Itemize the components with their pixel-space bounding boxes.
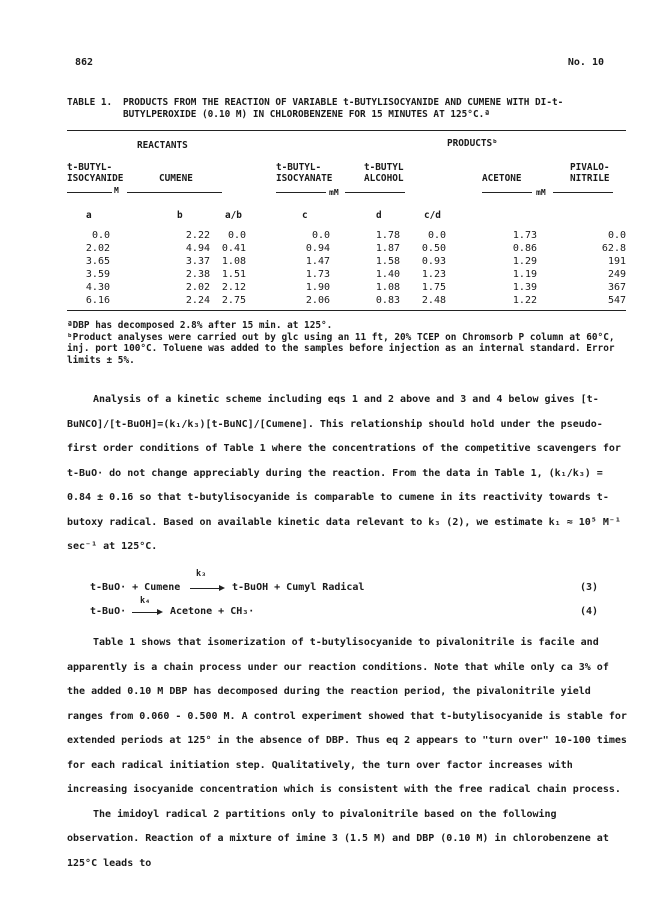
col-letter: b xyxy=(177,210,183,221)
table-cell: 2.24 xyxy=(185,295,210,306)
col-header-acetone: ACETONE xyxy=(482,173,522,184)
table-cell: 1.75 xyxy=(421,282,446,293)
table-cell: 0.86 xyxy=(512,243,537,254)
eq3-arrow xyxy=(190,588,222,589)
products-group-label: PRODUCTSᵇ xyxy=(447,138,498,149)
eq4-number: (4) xyxy=(580,606,599,617)
eq4-arrowhead xyxy=(157,609,163,615)
table-cell: 62.8 xyxy=(601,243,626,254)
table-cell: 3.37 xyxy=(185,256,210,267)
table-label: TABLE 1. xyxy=(67,97,113,108)
table-cell: 1.47 xyxy=(305,256,330,267)
reactants-group-label: REACTANTS xyxy=(137,140,188,151)
unit-line xyxy=(276,192,326,193)
table-cell: 6.16 xyxy=(85,295,110,306)
table-cell: 1.87 xyxy=(375,243,400,254)
eq4-arrow xyxy=(132,612,160,613)
col-letter: c xyxy=(302,210,308,221)
table-cell: 1.08 xyxy=(375,282,400,293)
table-cell: 0.41 xyxy=(221,243,246,254)
eq3-number: (3) xyxy=(580,582,599,593)
table-cell: 367 xyxy=(607,282,626,293)
col-letter: a xyxy=(86,210,92,221)
table-cell: 1.08 xyxy=(221,256,246,267)
unit-line xyxy=(553,192,613,193)
unit-line xyxy=(482,192,532,193)
table-cell: 1.73 xyxy=(512,230,537,241)
table-cell: 1.23 xyxy=(421,269,446,280)
table-cell: 0.0 xyxy=(227,230,246,241)
table-cell: 1.78 xyxy=(375,230,400,241)
table-cell: 1.73 xyxy=(305,269,330,280)
table-title-line-1: PRODUCTS FROM THE REACTION OF VARIABLE t-BUTYLISOCYANIDE AND CUMENE WITH DI-t- xyxy=(123,97,564,108)
table-cell: 0.0 xyxy=(607,230,626,241)
paragraph-2: Table 1 shows that isomerization of t-butylisocyanide to pivalonitrile is facile and apparently is a chain process under our reaction conditions. Note that while only ca 3% of the added 0.10 M DBP has decomposed during the reaction period, the pivalonitrile yield ranges from 0.060 - 0.500 M. A control experiment showed that t-butylisocyanide is stable for extended periods at 125° in the absence of DBP. Thus eq 2 appears to "turn over" 10-100 times for each radical initiation step. Qualitatively, the turn over factor increases with increasing isocyanide concentration which is consistent with the free radical chain process. xyxy=(67,637,627,795)
paragraph-1: Analysis of a kinetic scheme including eqs 1 and 2 above and 3 and 4 below gives [t-BuNCO]/[t-BuOH]=(k₁/k₃)[t-BuNC]/[Cumene]. This relationship should hold under the pseudo-first order conditions of Table 1 where the concentrations of the competitive scavengers for t-BuO· do not change appreciably during the reaction. From the data in Table 1, (k₁/k₃) = 0.84 ± 0.16 so that t-butylisocyanide is comparable to cumene in its reactivity towards t-butoxy radical. Based on available kinetic data relevant to k₃ (2), we estimate k₁ ≈ 10⁵ M⁻¹ sec⁻¹ at 125°C. xyxy=(67,394,621,552)
unit-line xyxy=(345,192,405,193)
table-cell: 0.0 xyxy=(311,230,330,241)
eq4-left: t-BuO· xyxy=(90,606,127,617)
table-cell: 2.48 xyxy=(421,295,446,306)
table-cell: 1.51 xyxy=(221,269,246,280)
col-header-isocyanide: t-BUTYL- ISOCYANIDE xyxy=(67,162,124,184)
eq3-arrowhead xyxy=(219,585,225,591)
unit-label: mM xyxy=(536,188,546,197)
col-letter: c/d xyxy=(424,210,441,221)
unit-line xyxy=(127,192,222,193)
table-cell: 0.94 xyxy=(305,243,330,254)
unit-label: mM xyxy=(329,188,339,197)
page-number: 862 xyxy=(75,57,94,68)
table-cell: 547 xyxy=(607,295,626,306)
body-text-2 xyxy=(67,631,627,876)
table-cell: 1.39 xyxy=(512,282,537,293)
col-header-cumene: CUMENE xyxy=(159,173,193,184)
col-header-nitrile: PIVALO- NITRILE xyxy=(570,162,610,184)
table-cell: 0.83 xyxy=(375,295,400,306)
issue-number: No. 10 xyxy=(567,57,604,68)
table-cell: 1.22 xyxy=(512,295,537,306)
table-cell: 2.75 xyxy=(221,295,246,306)
table-top-rule xyxy=(67,130,626,131)
table-cell: 2.02 xyxy=(85,243,110,254)
table-cell: 2.22 xyxy=(185,230,210,241)
eq4-right: Acetone + CH₃· xyxy=(170,606,255,617)
table-cell: 2.38 xyxy=(185,269,210,280)
eq3-rate-constant: k₃ xyxy=(196,569,207,579)
table-cell: 1.19 xyxy=(512,269,537,280)
paragraph-3: The imidoyl radical 2 partitions only to pivalonitrile based on the following observation. Reaction of a mixture of imine 3 (1.5 M) and DBP (0.10 M) in chlorobenzene at 125°C leads to xyxy=(67,808,609,869)
eq3-left: t-BuO· + Cumene xyxy=(90,582,181,593)
table-cell: 249 xyxy=(607,269,626,280)
unit-line xyxy=(67,192,112,193)
eq4-rate-constant: k₄ xyxy=(140,596,151,606)
table-cell: 1.40 xyxy=(375,269,400,280)
table-cell: 2.06 xyxy=(305,295,330,306)
table-cell: 0.0 xyxy=(427,230,446,241)
col-header-alcohol: t-BUTYL ALCOHOL xyxy=(364,162,404,184)
eq3-right: t-BuOH + Cumyl Radical xyxy=(232,582,365,593)
body-text xyxy=(67,388,627,560)
table-cell: 191 xyxy=(607,256,626,267)
col-letter: d xyxy=(376,210,382,221)
footnote-a: ªDBP has decomposed 2.8% after 15 min. at 125°. xyxy=(67,320,333,331)
col-header-isocyanate: t-BUTYL- ISOCYANATE xyxy=(276,162,333,184)
table-cell: 4.94 xyxy=(185,243,210,254)
table-cell: 1.58 xyxy=(375,256,400,267)
unit-label: M xyxy=(114,186,119,195)
table-cell: 3.59 xyxy=(85,269,110,280)
table-cell: 0.50 xyxy=(421,243,446,254)
col-letter: a/b xyxy=(225,210,242,221)
table-footnotes xyxy=(67,320,627,366)
table-cell: 2.02 xyxy=(185,282,210,293)
table-cell: 0.93 xyxy=(421,256,446,267)
table-cell: 1.29 xyxy=(512,256,537,267)
footnote-b: ᵇProduct analyses were carried out by glc using an 11 ft, 20% TCEP on Chromsorb P column at 60°C, inj. port 100°C. Toluene was added to the samples before injection as an internal standard. Error limits ± 5%. xyxy=(67,331,615,366)
table-cell: 3.65 xyxy=(85,256,110,267)
table-cell: 4.30 xyxy=(85,282,110,293)
table-cell: 1.90 xyxy=(305,282,330,293)
table-cell: 0.0 xyxy=(91,230,110,241)
table-title-line-2: BUTYLPEROXIDE (0.10 M) IN CHLOROBENZENE FOR 15 MINUTES AT 125°C.ª xyxy=(123,109,490,120)
table-bottom-rule xyxy=(67,310,626,311)
table-cell: 2.12 xyxy=(221,282,246,293)
